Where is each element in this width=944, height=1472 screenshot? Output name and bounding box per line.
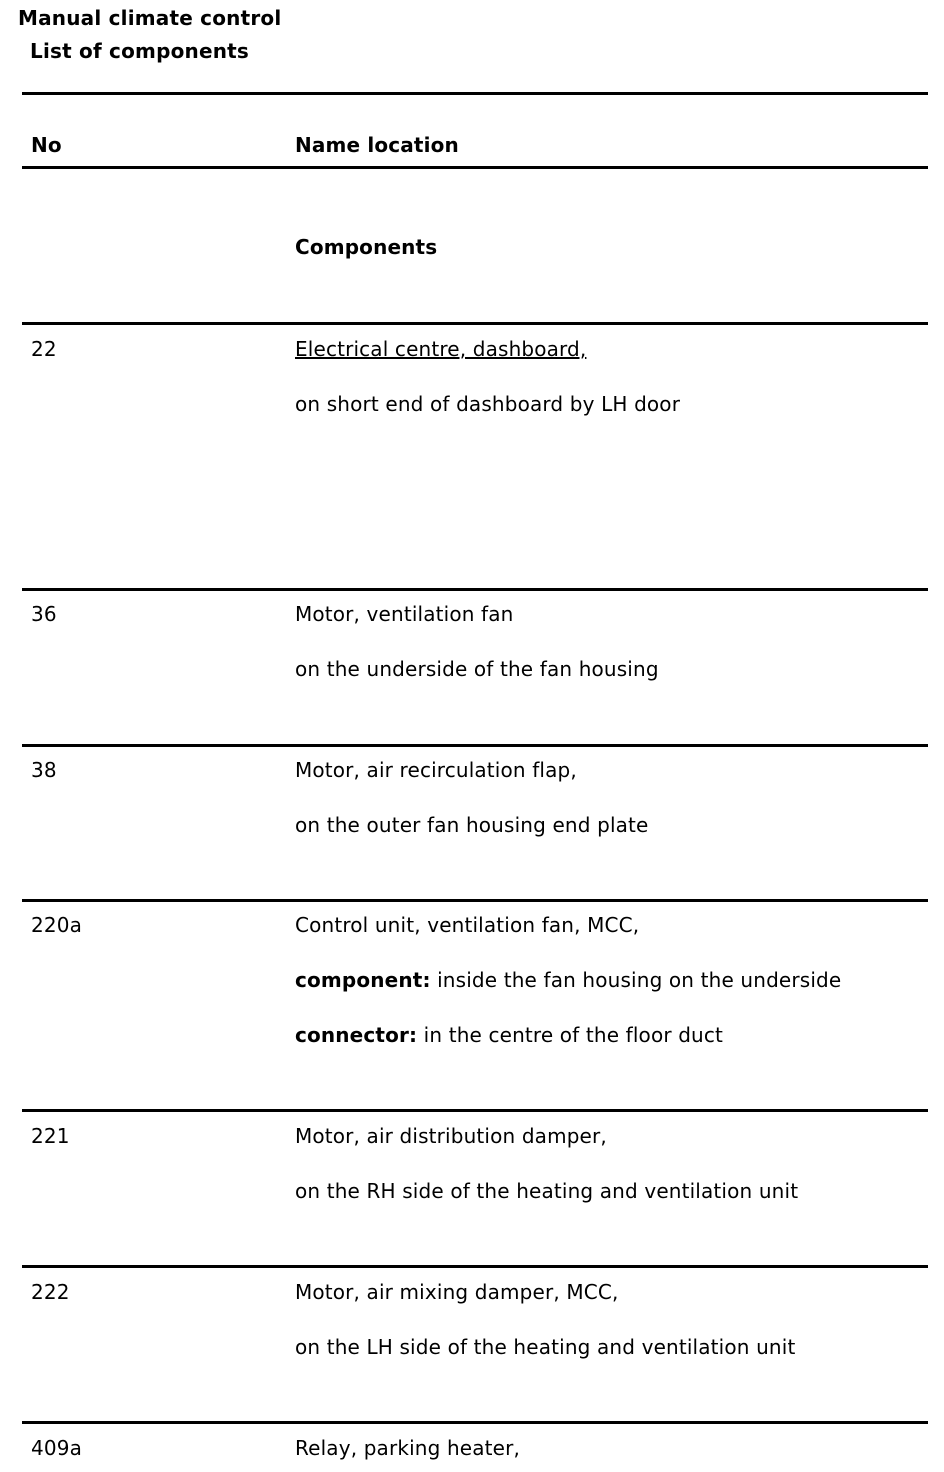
component-name: Control unit, ventilation fan, MCC,: [295, 913, 640, 937]
row-divider: [22, 899, 928, 902]
page-title: Manual climate control: [18, 6, 282, 30]
row-divider: [22, 1265, 928, 1268]
component-location: on short end of dashboard by LH door: [295, 392, 681, 416]
table-top-rule: [22, 92, 928, 95]
row-divider: [22, 744, 928, 747]
component-location: on the outer fan housing end plate: [295, 813, 649, 837]
component-number: 22: [31, 337, 57, 361]
page-subtitle: List of components: [30, 39, 250, 63]
row-divider: [22, 588, 928, 591]
component-name: Relay, parking heater,: [295, 1436, 520, 1460]
component-name-link[interactable]: Electrical centre, dashboard,: [295, 337, 587, 361]
row-divider: [22, 1109, 928, 1112]
section-heading: Components: [295, 235, 438, 259]
column-header-no: No: [31, 133, 62, 157]
connector-label: connector:: [295, 1023, 418, 1047]
component-location: on the LH side of the heating and ventilation unit: [295, 1335, 796, 1359]
component-name: Motor, air mixing damper, MCC,: [295, 1280, 619, 1304]
component-name: Motor, air recirculation flap,: [295, 758, 577, 782]
component-number: 38: [31, 758, 57, 782]
component-location-text: inside the fan housing on the underside: [430, 968, 842, 992]
component-number: 36: [31, 602, 57, 626]
connector-location-text: in the centre of the floor duct: [417, 1023, 724, 1047]
component-location: on the RH side of the heating and ventilation unit: [295, 1179, 799, 1203]
row-divider: [22, 322, 928, 325]
header-rule: [22, 166, 928, 169]
component-name: Motor, ventilation fan: [295, 602, 514, 626]
component-number: 222: [31, 1280, 70, 1304]
component-number: 221: [31, 1124, 70, 1148]
connector-location-line: [295, 1023, 723, 1047]
component-location-line: [295, 968, 841, 992]
component-label: component:: [295, 968, 431, 992]
row-divider: [22, 1421, 928, 1424]
component-number: 220a: [31, 913, 83, 937]
component-number: 409a: [31, 1436, 83, 1460]
component-location: on the underside of the fan housing: [295, 657, 659, 681]
column-header-name-location: Name location: [295, 133, 459, 157]
component-name: Motor, air distribution damper,: [295, 1124, 607, 1148]
